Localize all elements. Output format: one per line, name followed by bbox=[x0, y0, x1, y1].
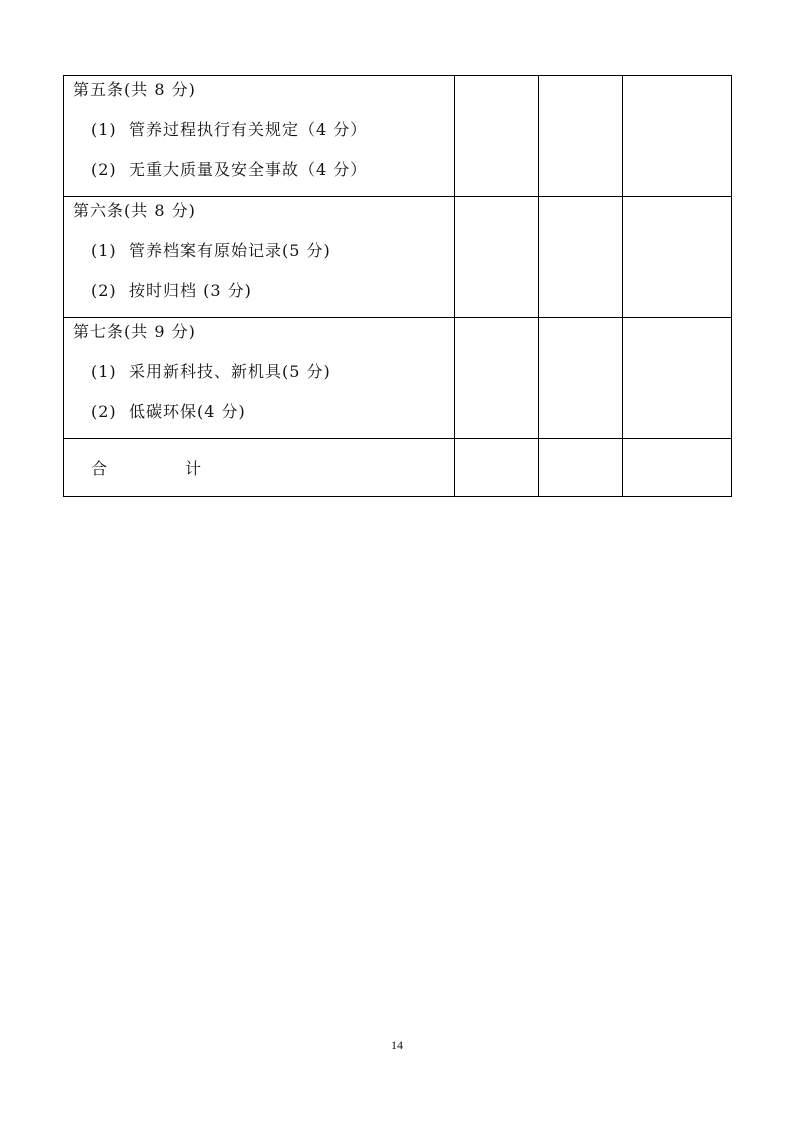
total-label-cell bbox=[64, 439, 455, 497]
total-label-char-2: 计 bbox=[185, 459, 202, 478]
score-table bbox=[63, 75, 732, 497]
sub-item bbox=[64, 277, 454, 317]
sub-item-text: 管养档案有原始记录(5 分) bbox=[129, 241, 331, 260]
table-row bbox=[64, 197, 732, 318]
score-cell[interactable] bbox=[455, 318, 539, 439]
section-title: 第七条(共 9 分) bbox=[73, 322, 196, 341]
sub-item bbox=[64, 116, 454, 156]
total-label-char-1: 合 bbox=[91, 459, 108, 478]
sub-item-text: 管养过程执行有关规定（4 分） bbox=[129, 120, 368, 139]
score-cell[interactable] bbox=[539, 76, 623, 197]
sub-item bbox=[64, 358, 454, 398]
score-cell[interactable] bbox=[623, 318, 732, 439]
score-cell[interactable] bbox=[539, 318, 623, 439]
sub-item-number: (1) bbox=[91, 362, 117, 381]
sub-item-number: (1) bbox=[91, 120, 117, 139]
sub-item-text: 低碳环保(4 分) bbox=[129, 402, 246, 421]
page-number: 14 bbox=[391, 1038, 403, 1052]
sub-item bbox=[64, 237, 454, 277]
sub-item-text: 无重大质量及安全事故（4 分） bbox=[129, 160, 368, 179]
sub-item-number: (1) bbox=[91, 241, 117, 260]
sub-item bbox=[64, 156, 454, 196]
sub-item bbox=[64, 398, 454, 438]
section-title: 第六条(共 8 分) bbox=[73, 201, 196, 220]
total-score-cell[interactable] bbox=[539, 439, 623, 497]
score-cell[interactable] bbox=[455, 76, 539, 197]
sub-item-number: (2) bbox=[91, 281, 117, 300]
table-row bbox=[64, 76, 732, 197]
total-row bbox=[64, 439, 732, 497]
criteria-cell bbox=[64, 76, 455, 197]
table-row bbox=[64, 318, 732, 439]
criteria-cell bbox=[64, 197, 455, 318]
score-cell[interactable] bbox=[455, 197, 539, 318]
section-title: 第五条(共 8 分) bbox=[73, 80, 196, 99]
criteria-cell bbox=[64, 318, 455, 439]
score-cell[interactable] bbox=[623, 197, 732, 318]
score-cell[interactable] bbox=[623, 76, 732, 197]
score-cell[interactable] bbox=[539, 197, 623, 318]
total-score-cell[interactable] bbox=[455, 439, 539, 497]
sub-item-text: 按时归档 (3 分) bbox=[129, 281, 252, 300]
total-score-cell[interactable] bbox=[623, 439, 732, 497]
sub-item-text: 采用新科技、新机具(5 分) bbox=[129, 362, 331, 381]
sub-item-number: (2) bbox=[91, 160, 117, 179]
total-label bbox=[64, 459, 201, 478]
sub-item-number: (2) bbox=[91, 402, 117, 421]
